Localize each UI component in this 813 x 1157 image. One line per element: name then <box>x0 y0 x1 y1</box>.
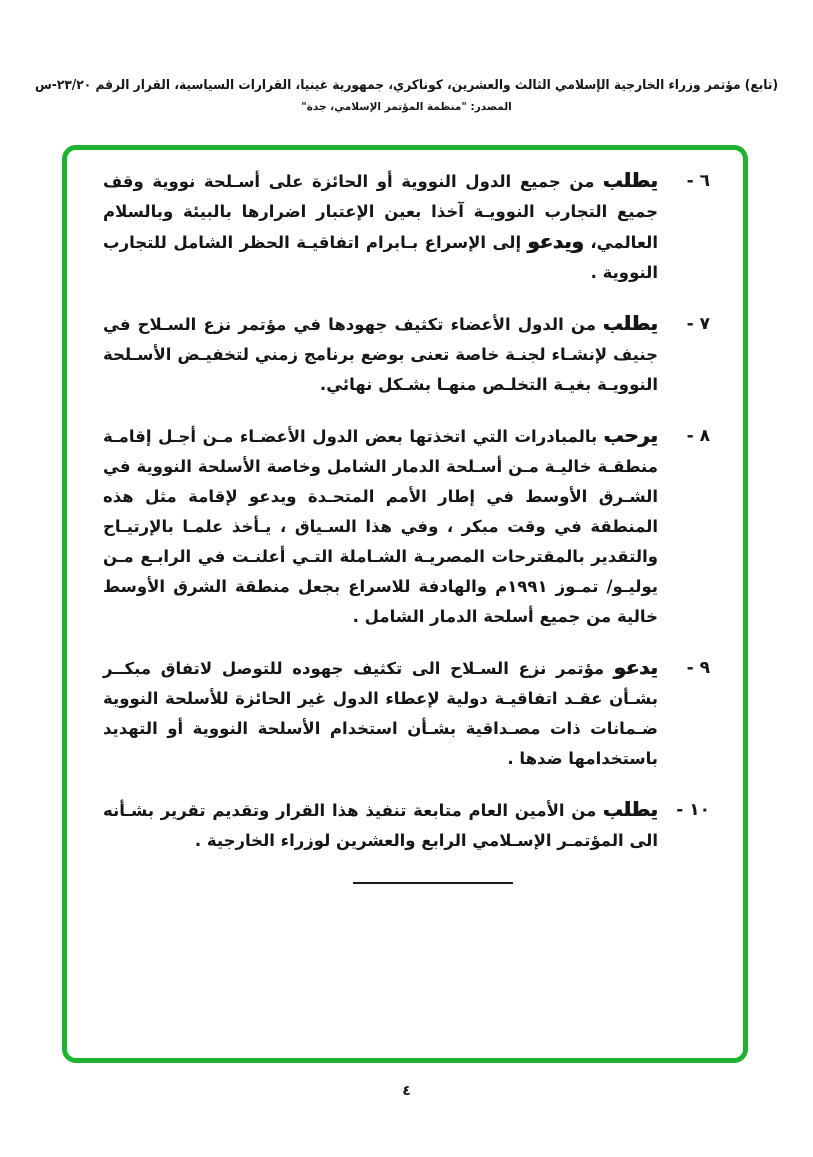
item-text <box>103 166 658 288</box>
footnote-divider <box>353 882 513 884</box>
header-title-line: (تابع) مؤتمر وزراء الخارجية الإسلامي الثالث والعشرين، كوناكري، جمهورية غينيا، القرارات السياسية، القرار الرقم ٢٣/٢٠-س <box>34 78 779 93</box>
header-source-line: المصدر: "منظمة المؤتمر الإسلامي، جدة" <box>301 101 512 113</box>
resolution-item <box>103 653 710 774</box>
item-text <box>103 309 658 400</box>
item-marker: ٨ - <box>686 426 710 446</box>
item-keyword: يطلب <box>603 798 658 821</box>
item-text-segment: بالمبادرات التي اتخذتها بعض الدول الأعضـاء مـن أجـل إقامـة منطقـة خاليـة مـن أسـلحة الدمار الشامل وخاصة الأسلحة النووية في الشـرق الأوسط في إطار الأمم المتحـدة ويدعو لإقامة مثل هذه المنطقة في وقت مبكر ، وفي هذا السـياق ، يـأخذ علمـا بالإرتيـاح والتقدير بالمقترحات المصريـة الشـاملة التـي أعلنـت في الرابـع مـن يوليـو/ تمـوز ١٩٩١م والهادفة للاسراع بجعل منطقة الشرق الأوسط خالية من جميع أسلحة الدمار الشامل . <box>103 427 658 626</box>
item-text-segment: مؤتمر نزع السـلاح الى تكثيف جهوده للتوصل لاتفاق مبكــر بشـأن عقـد اتفاقيـة دولية لإعطاء الدول غير الحائزة للأسلحة النووية ضـمانات ذات مصـداقية بشـأن استخدام الأسلحة النووية أو التهديد باستخدامها ضدها . <box>103 659 658 768</box>
resolution-item <box>103 166 710 288</box>
item-text <box>103 421 658 632</box>
item-keyword: يدعو <box>613 656 658 679</box>
page-header <box>0 78 813 113</box>
page-number: ٤ <box>402 1083 411 1099</box>
item-text-segment: إلى الإسراع بـابرام اتفاقيـة الحظر الشامل للتجارب النووية . <box>103 233 658 282</box>
item-marker: ١٠ - <box>676 800 710 820</box>
item-marker: ٩ - <box>686 658 710 678</box>
resolution-item <box>103 309 710 400</box>
item-text <box>103 795 658 856</box>
resolution-items <box>103 166 710 884</box>
item-marker: ٦ - <box>686 171 710 191</box>
item-keyword: يطلب <box>603 169 658 192</box>
resolution-item <box>103 421 710 632</box>
item-keyword: ويدعو <box>527 230 584 253</box>
resolution-item <box>103 795 710 856</box>
item-keyword: يطلب <box>603 312 658 335</box>
item-text-segment: من الأمين العام متابعة تنفيذ هذا القرار وتقديم تقرير بشـأنه الى المؤتمـر الإسـلامي الرابع والعشرين لوزراء الخارجية . <box>103 801 658 850</box>
item-text-segment: من الدول الأعضاء تكثيف جهودها في مؤتمر نزع السـلاح في جنيف لإنشـاء لجنـة خاصة تعنى بوضع برنامج زمني لتخفيـض الأسـلحة النوويـة بغيـة التخلـص منهـا بشـكل نهائي. <box>103 315 658 394</box>
item-text-segment: من جميع الدول النووية أو الحائزة على أسـلحة نووية وقف جميع التجارب النوويـة آخذا بعين الإعتبار اضرارها بالبيئة وبالسلام العالمي، <box>103 172 658 252</box>
item-keyword: يرحب <box>603 424 658 447</box>
item-text <box>103 653 658 774</box>
item-marker: ٧ - <box>686 314 710 334</box>
